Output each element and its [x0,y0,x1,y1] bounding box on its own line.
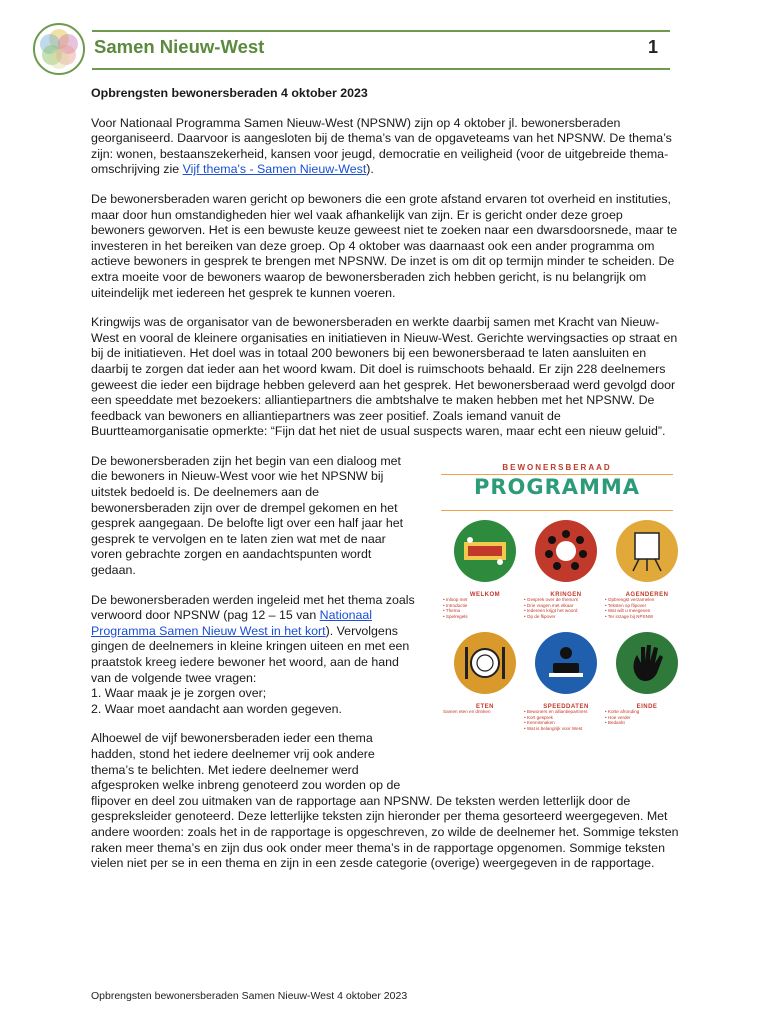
poster-einde-description: • Korte afronding • Hoe verder • Bedankt [605,708,640,726]
poster-speeddaten-description: • Bewoners en alliantiepartners • Kort gesprek • Kennismaken • Wat is belangrijk voor West [524,708,588,732]
poster-heading: PROGRAMMA [473,474,641,499]
poster-kringen-circle [535,520,597,582]
paragraph-dialogue: De bewonersberaden zijn het begin van een dialoog met die bewoners in Nieuw-West voor wie het NPSNW bij uitstek bedoeld is. De deelnemers aan de bewonersberaden zijn over de drempel gekomen en het gesprek aangegaan. De belofte ligt over een half jaar het gesprek te vervolgen en te laten zien wat met de naar voren gebrachte zorgen en aandachtspunten wordt gedaan. [91,453,404,578]
circle-of-people-icon [543,528,589,574]
poster-welkom-label: WELKOM [469,591,501,598]
page-footer: Opbrengsten bewonersberaden Samen Nieuw-West 4 oktober 2023 [91,990,408,1002]
paragraph-intro-text: Voor Nationaal Programma Samen Nieuw-West (NPSNW) zijn op 4 oktober jl. bewonersberaden georganiseerd. Daarvoor is aangesloten bij de thema’s van de opgaveteams van het NPSNW. De thema’s zijn: wonen, bestaanszekerheid, kansen voor jeugd, democratie en veiligheid (voor de uitgebreide thema-omschrijving zie [91,115,672,177]
brand-title: Samen Nieuw-West [94,36,265,57]
question-1: 1. Waar maak je je zorgen over; [91,686,267,701]
page-number: 1 [647,37,658,57]
page-header [30,22,670,78]
header-rule-top [92,30,670,32]
flipchart-icon [627,529,667,573]
poster-agenderen-description: • Opbrengst verzamelen • Teksten op flipover • Wat wilt u meegeven • Ter inzage bij NPSNW [605,596,655,620]
poster-agenderen-circle [616,520,678,582]
question-2: 2. Waar moet aandacht aan worden gegeven. [91,701,342,716]
nationaal-programma-link[interactable]: Nationaal Programma Samen Nieuw West in het kort [91,608,373,638]
poster-welkom-description: • Inloop met • Introductie • Thema • Spelregels [443,596,468,620]
paragraph-method-text: De bewonersberaden werden ingeleid met het thema zoals verwoord door NPSNW (pag 12 – 15 van [91,592,415,623]
programma-poster [431,458,683,776]
paragraph-intro [91,116,679,178]
paragraph-target-group: De bewonersberaden waren gericht op bewoners die een grote afstand ervaren tot overheid en instituties, maar door hun omstandigheden hier wel vaak afhankelijk van zijn. Er is gericht onder deze groep bewoners geworven. Het is een bewuste keuze geweest niet te zoeken naar een dwarsdoorsnede, maar te investeren in het bereiken van deze groep. Op 4 oktober was daarnaast ook een ander programma om actieve bewoners in gesprek te brengen met NPSNW. De inzet is om dit op termijn minder te scheiden. De extra moeite voor de bewoners waarop de bewonersberaden zich hebben gericht, is nu belangrijk om uiteindelijk met iedereen het gesprek te kunnen voeren. [91,191,678,300]
waving-hand-icon [625,641,669,685]
vijf-themas-link[interactable]: Vijf thema's - Samen Nieuw-West [182,162,367,177]
paragraph-kringwijs: Kringwijs was de organisator van de bewonersberaden en werkte daarbij samen met Kracht van Nieuw-West en vooral de kleinere organisaties en initiatieven in Nieuw-West. Gerichte wervingsacties op straat en bij de initiatieven. Het doel was in totaal 200 bewoners bij een bewonersberaad te laten aansluiten en daarbij te zorgen dat ieder aan het woord kwam. Dit doel is ruimschoots behaald. Er zijn 228 deelnemers geweest die ieder een bijdrage hebben geleverd aan het gesprek. Het bewonersberaad werd gevolgd door een speeddate met bezoekers: alliantiepartners die ambtshalve te maken hebben met het NPSNW. De feedback van bewoners en alliantiepartners was zeer positief. Zoals iemand vanuit de Buurtteamorganisatie opmerkte: “Fijn dat het niet de usual suspects waren, maar echt een nieuw geluid”. [91,315,678,439]
poster-subtitle: BEWONERSBERAAD [502,462,612,472]
paragraph-intro-end: ). [366,162,374,177]
poster-eten-description: Samen eten en drinken [443,708,491,714]
document-body [91,86,679,886]
document-title: Opbrengsten bewonersberaden 4 oktober 2023 [91,86,368,100]
poster-speeddaten-circle [535,632,597,694]
poster-agenderen-label: AGENDEREN [625,591,669,598]
plate-cutlery-icon [461,643,509,683]
paragraph-reporting: Alhoewel de vijf bewonersberaden ieder een thema hadden, stond het iedere deelnemer vrij ook andere thema’s te belichten. Met iedere deelnemer werd afgesproken welke inbreng genoteerd zou worden op de flipover en deel zou uitmaken van de rapportage aan NPSNW. De teksten werden letterlijk door de gespreksleider genoteerd. Deze letterlijke teksten zijn hieronder per thema gesorteerd weergegeven. Met andere woorden: zoals het in de rapportage is opgeschreven, zo wilde de deelnemer het. Sommige teksten raken meer thema’s en zijn dus ook onder meer thema’s in de rapportage opgenomen. Sommige teksten vielen niet per se in een thema en zijn in een zesde categorie (overige) weergegeven in de rapportage. [91,731,679,871]
poster-eten-label: ETEN [475,703,494,710]
poster-eten-circle [454,632,516,694]
paragraph-method-end: ). Vervolgens gingen de deelnemers in kleine kringen uiteen en met een praatstok kreeg iedere bewoner het woord, aan de hand van de volgende twee vragen: [91,623,410,685]
poster-einde-circle [616,632,678,694]
speeddate-icon [543,643,589,683]
poster-einde-label: EINDE [636,703,658,710]
welcome-sign-icon [462,536,508,566]
poster-kringen-label: KRINGEN [550,591,582,598]
header-rule-bottom [92,68,670,70]
poster-rule-bottom [441,510,673,511]
poster-kringen-description: • Gesprek over de thema's • Drie vragen met elkaar • Iedereen krijgt het woord • Op de flipover [524,596,579,620]
samen-nieuw-west-logo-icon [32,22,86,76]
poster-speeddaten-label: SPEEDDATEN [543,703,589,710]
poster-welkom-circle [454,520,516,582]
